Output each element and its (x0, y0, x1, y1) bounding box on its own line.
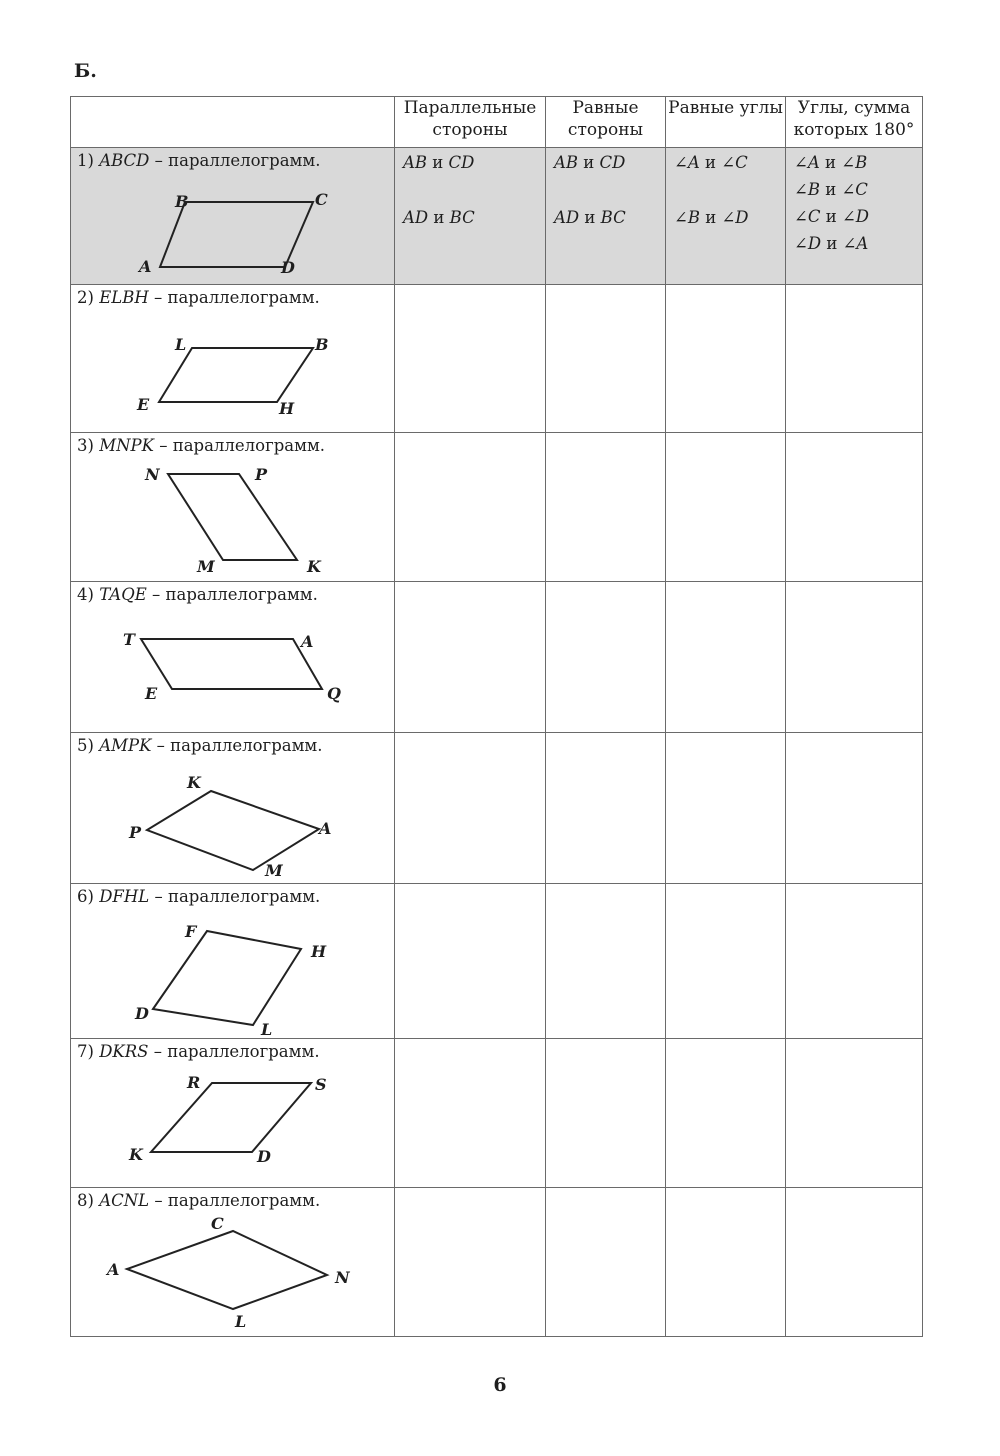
answer-line: AB и CD (554, 153, 626, 172)
answer-line: AB и CD (403, 153, 475, 172)
vertex-label: L (235, 1312, 247, 1331)
vertex-label: A (319, 819, 332, 838)
vertex-label: N (145, 465, 160, 484)
table-row (71, 433, 923, 582)
parallelogram-figure (71, 458, 395, 578)
vertex-label: Q (327, 684, 341, 703)
vertex-label: M (197, 557, 215, 576)
parallelogram-table (70, 96, 923, 1337)
vertex-label: F (185, 922, 197, 941)
problem-cell (71, 433, 395, 582)
problem-title: 5) AMPK – параллелограмм. (77, 736, 323, 755)
problem-cell (71, 884, 395, 1039)
answer-line: ∠B и ∠D (674, 208, 749, 227)
vertex-label: H (311, 942, 327, 961)
vertex-label: D (281, 258, 295, 277)
table-row (71, 733, 923, 884)
vertex-label: C (211, 1214, 224, 1233)
vertex-label: H (279, 399, 295, 418)
table-row (71, 884, 923, 1039)
vertex-label: L (261, 1020, 273, 1037)
vertex-label: S (315, 1075, 327, 1094)
table-row (71, 285, 923, 433)
answer-sum180-cell (786, 148, 923, 285)
parallelogram-figure (71, 1213, 395, 1335)
problem-cell (71, 1039, 395, 1188)
vertex-label: M (265, 861, 283, 878)
answer-line: ∠A и ∠B (794, 153, 868, 172)
header-equal-angles: Равные углы (666, 97, 786, 148)
vertex-label: P (255, 465, 268, 484)
header-angles-sum-180: Углы, сумма которых 180° (786, 97, 923, 148)
vertex-label: N (335, 1268, 350, 1287)
vertex-label: C (315, 190, 328, 209)
answer-equal-angles-cell (666, 148, 786, 285)
header-empty (71, 97, 395, 148)
parallelogram-figure (71, 173, 395, 283)
table-row (71, 1188, 923, 1337)
problem-cell (71, 733, 395, 884)
vertex-label: K (187, 773, 201, 792)
parallelogram-figure (71, 758, 395, 878)
parallelogram-figure (71, 310, 395, 430)
problem-title: 7) DKRS – параллелограмм. (77, 1042, 320, 1061)
answer-equal-sides-cell (546, 148, 666, 285)
vertex-label: B (175, 192, 189, 211)
page-number: 6 (493, 1374, 507, 1396)
vertex-label: A (107, 1260, 120, 1279)
vertex-label: A (301, 632, 314, 651)
vertex-label: B (315, 335, 329, 354)
answer-line: AD и BC (554, 208, 626, 227)
vertex-label: K (129, 1145, 143, 1164)
vertex-label: L (175, 335, 187, 354)
answer-line: ∠B и ∠C (794, 180, 868, 199)
problem-title: 3) MNPK – параллелограмм. (77, 436, 326, 455)
vertex-label: D (257, 1147, 271, 1166)
parallelogram-figure (71, 1064, 395, 1186)
vertex-label: T (123, 630, 135, 649)
problem-cell (71, 1188, 395, 1337)
problem-title: 8) ACNL – параллелограмм. (77, 1191, 321, 1210)
answer-line: ∠C и ∠D (794, 207, 870, 226)
table-row (71, 582, 923, 733)
problem-title: 2) ELBH – параллелограмм. (77, 288, 320, 307)
answer-line: ∠D и ∠A (794, 234, 869, 253)
vertex-label: R (187, 1073, 201, 1092)
problem-title: 4) TAQE – параллелограмм. (77, 585, 318, 604)
table-row (71, 1039, 923, 1188)
vertex-label: E (145, 684, 158, 703)
answer-line: ∠A и ∠C (674, 153, 748, 172)
answer-parallel-cell (395, 148, 546, 285)
vertex-label: K (307, 557, 321, 576)
vertex-label: E (137, 395, 150, 414)
vertex-label: P (129, 823, 142, 842)
problem-title: 6) DFHL – параллелограмм. (77, 887, 321, 906)
header-equal-sides: Равные стороны (546, 97, 666, 148)
parallelogram-figure (71, 909, 395, 1037)
vertex-label: D (135, 1004, 149, 1023)
parallelogram-figure (71, 607, 395, 727)
answer-line: AD и BC (403, 208, 475, 227)
section-label: Б. (74, 60, 97, 82)
table-row (71, 148, 923, 285)
problem-cell (71, 582, 395, 733)
header-parallel-sides: Параллельные стороны (395, 97, 546, 148)
vertex-label: A (139, 257, 152, 276)
problem-cell (71, 148, 395, 285)
problem-cell (71, 285, 395, 433)
problem-title: 1) ABCD – параллелограмм. (77, 151, 321, 170)
